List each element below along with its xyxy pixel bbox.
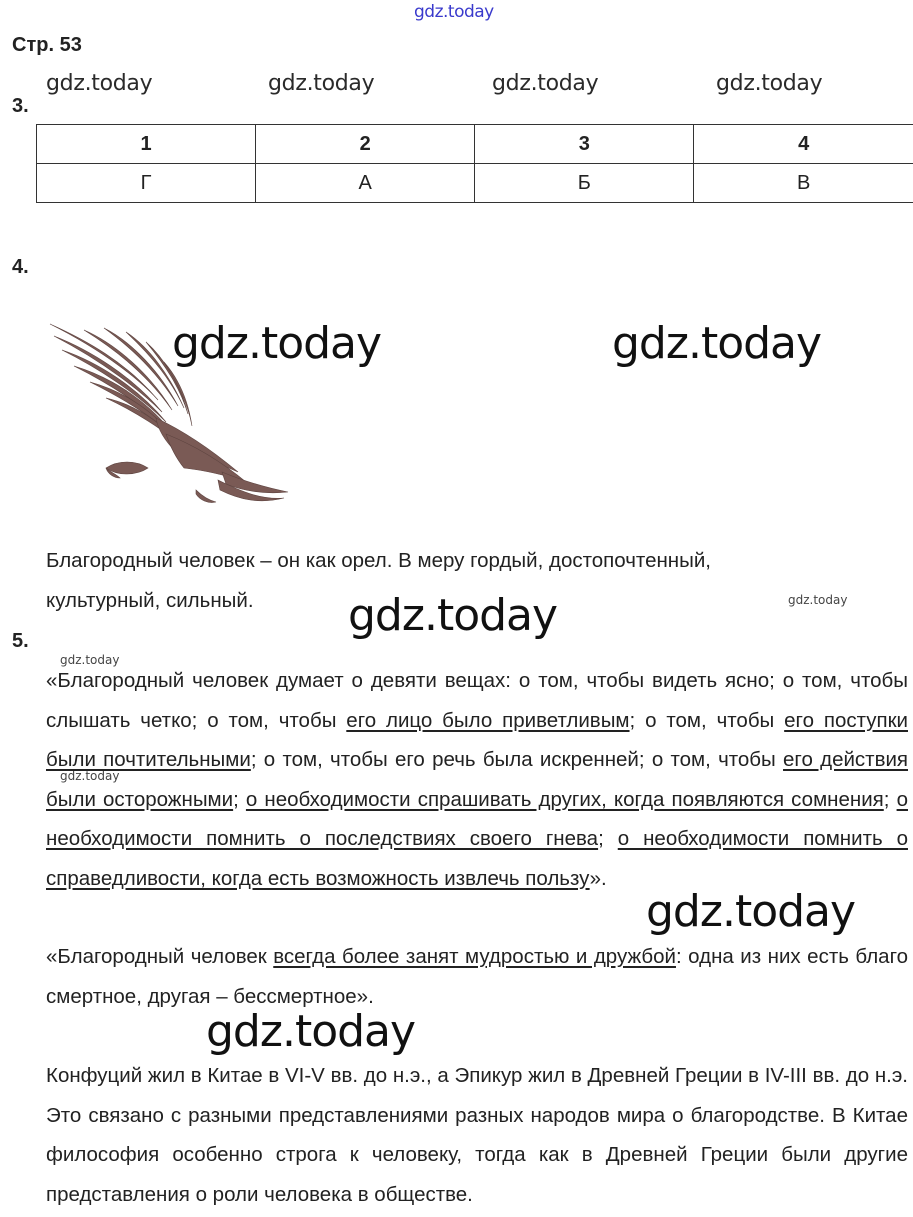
task-5-number: 5. bbox=[12, 630, 29, 652]
underlined-phrase: о необходимости спрашивать других, когда появляются сомнения bbox=[245, 787, 884, 811]
task-3-number: 3. bbox=[12, 95, 29, 117]
answer-table-cell: А bbox=[256, 164, 475, 203]
quote-text-segment: ; bbox=[233, 787, 246, 811]
confucius-quote-1 bbox=[46, 661, 908, 898]
answer-table bbox=[36, 124, 913, 203]
answer-table-header-cell: 4 bbox=[694, 125, 913, 164]
answer-table-cell: Б bbox=[475, 164, 694, 203]
watermark-small: gdz.today bbox=[46, 71, 153, 96]
underlined-phrase: о необходимости помнить о справедливости, когда есть возможность извлечь пользу bbox=[46, 827, 908, 890]
page-label: Стр. 53 bbox=[12, 34, 82, 56]
answer-table-value-row bbox=[37, 164, 913, 203]
watermark-small: gdz.today bbox=[492, 71, 599, 96]
answer-table-header-cell: 1 bbox=[37, 125, 256, 164]
answer-table-header-row bbox=[37, 125, 913, 164]
watermark-top: gdz.today bbox=[414, 2, 494, 22]
confucius-quote-2 bbox=[46, 937, 908, 1016]
quote-text-segment: ; bbox=[598, 827, 618, 850]
quote-text-segment: : одна из них есть благо смертное, другая – бессмертное». bbox=[46, 945, 908, 1008]
quote-text-segment: «Благородный человек bbox=[46, 945, 274, 968]
watermark-tiny: gdz.today bbox=[60, 769, 120, 783]
underlined-phrase: всегда более занят мудростью и дружбой bbox=[273, 945, 676, 968]
task-5-conclusion: Конфуций жил в Китае в VI-V вв. до н.э., а Эпикур жил в Древней Греции в IV-III вв. до н.э. Это связано с разными представлениями разных народов мира о благородстве. В Китае философия особенно строга к человеку, тогда как в Древней Греции были другие представления о роли человека в обществе. bbox=[46, 1064, 908, 1206]
quote-text-segment: ». bbox=[589, 866, 607, 890]
underlined-phrase: его действия были осторожными bbox=[46, 748, 909, 811]
underlined-phrase: о необходимости помнить о последствиях своего гнева bbox=[46, 787, 908, 850]
quote-text-segment: ; bbox=[883, 787, 897, 811]
watermark-tiny: gdz.today bbox=[788, 593, 848, 607]
answer-table-cell: Г bbox=[37, 164, 256, 203]
quote-1-text bbox=[46, 669, 908, 890]
answer-table-header-cell: 3 bbox=[475, 125, 694, 164]
watermark-large: gdz.today bbox=[206, 1006, 416, 1057]
watermark-small: gdz.today bbox=[716, 71, 823, 96]
watermark-large: gdz.today bbox=[348, 590, 558, 641]
watermark-large: gdz.today bbox=[172, 318, 382, 369]
task-4-number: 4. bbox=[12, 256, 29, 278]
quote-2-text bbox=[46, 945, 908, 1008]
quote-text-segment: ; о том, чтобы bbox=[629, 708, 785, 732]
quote-text-segment: «Благородный человек думает о девяти вещах: о том, чтобы видеть ясно; о том, чтобы слышать четко; о том, чтобы bbox=[46, 669, 908, 732]
watermark-large: gdz.today bbox=[646, 886, 856, 937]
underlined-phrase: его лицо было приветливым bbox=[346, 708, 630, 732]
watermark-small: gdz.today bbox=[268, 71, 375, 96]
quote-text-segment: ; о том, чтобы его речь была искренней; о том, чтобы bbox=[250, 748, 784, 771]
task-4-caption: Благородный человек – он как орел. В меру гордый, достопочтенный, культурный, сильный. bbox=[46, 549, 711, 612]
watermark-large: gdz.today bbox=[612, 318, 822, 369]
answer-table-cell: В bbox=[694, 164, 913, 203]
underlined-phrase: его поступки были почтительными bbox=[46, 708, 908, 771]
answer-table-header-cell: 2 bbox=[256, 125, 475, 164]
watermark-tiny: gdz.today bbox=[60, 653, 120, 667]
